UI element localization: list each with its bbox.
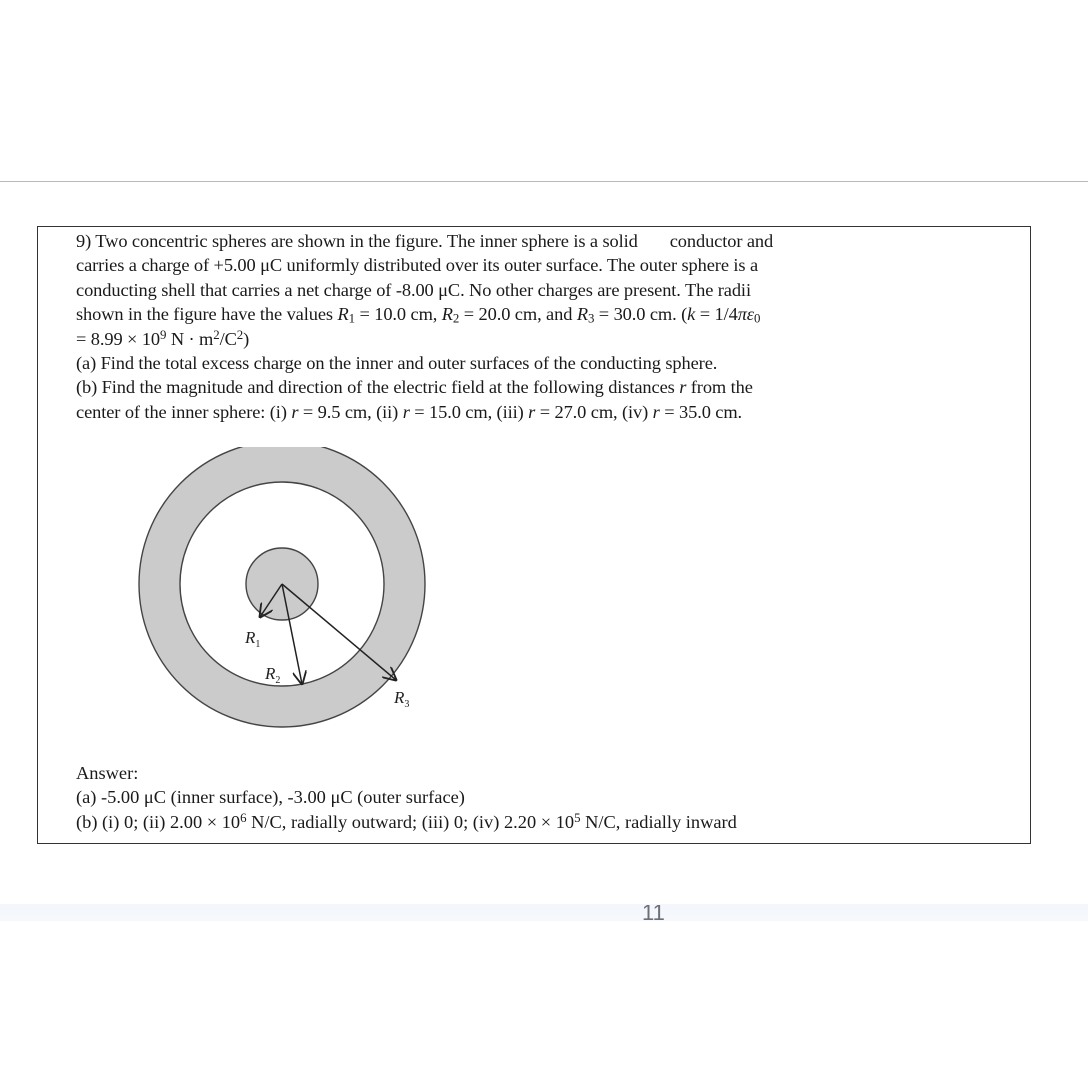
page-number: 11 [642, 905, 665, 921]
label-r1: $R_1$ [245, 628, 261, 650]
header-divider [0, 181, 1088, 182]
answer-block [76, 761, 976, 834]
concentric-spheres-figure [136, 447, 436, 737]
problem-line-1: 9) Two concentric spheres are shown in the figure. The inner sphere is a solid conductor and [76, 231, 774, 251]
problem-part-b-line-2: center of the inner sphere: (i) r = 9.5 cm, (ii) r = 15.0 cm, (iii) r = 27.0 cm, (iv) r = 35.0 cm. [76, 401, 743, 422]
label-r3: $R_3$ [394, 688, 410, 710]
answer-part-a: (a) -5.00 μC (inner surface), -3.00 μC (outer surface) [76, 787, 465, 808]
label-r2: $R_2$ [265, 664, 281, 686]
problem-line-5: = $8.99 \times 10^9$ $N \cdot m^2/C^2$) [76, 327, 250, 349]
problem-line-2: carries a charge of +5.00 μC uniformly distributed over its outer surface. The outer sphere is a [76, 255, 759, 276]
answer-part-b: (b) (i) 0; (ii) $2.00 \times 10^6$ N/C, radially outward; (iii) 0; (iv) $2.20 \times 10^5$ N/C, radially inward [76, 811, 737, 832]
problem-part-b-line-1: (b) Find the magnitude and direction of the electric field at the following distances r from the [76, 377, 753, 398]
problem-statement [76, 229, 876, 424]
problem-box [37, 226, 1031, 844]
problem-line-3: conducting shell that carries a net charge of -8.00 μC. No other charges are present. The radii [76, 279, 751, 300]
problem-part-a: (a) Find the total excess charge on the inner and outer surfaces of the conducting sphere. [76, 353, 718, 374]
problem-line-4: shown in the figure have the values $R_1 = 10.0$ cm, $R_2 = 20.0$ cm, and $R_3 = 30.0$ cm. ($k = 1/4\pi\varepsilon_0$ [76, 304, 761, 326]
answer-heading: Answer: [76, 763, 139, 783]
page-footer-band [0, 904, 1088, 921]
